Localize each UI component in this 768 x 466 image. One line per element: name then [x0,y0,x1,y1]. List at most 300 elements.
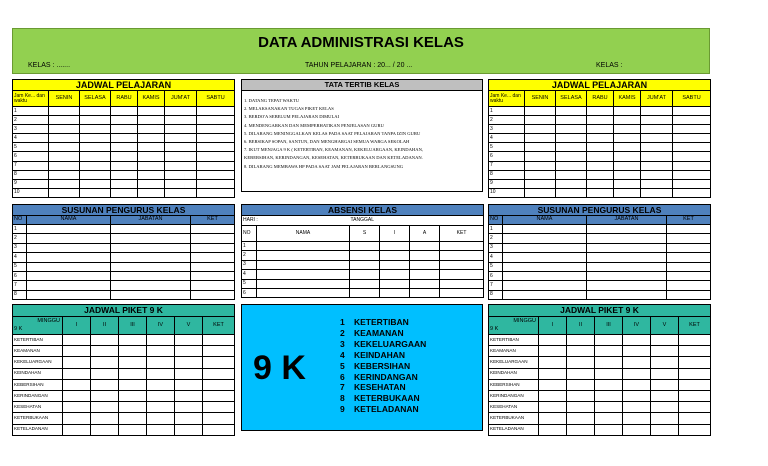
empty-cell [80,170,111,179]
row-number: 2 [489,234,503,243]
empty-cell [147,346,175,357]
empty-cell [614,170,641,179]
empty-cell [380,279,410,288]
row-number: 2 [13,234,27,243]
table-row [242,251,484,260]
absensi-title: ABSENSI KELAS [242,205,484,216]
empty-cell [49,134,80,143]
empty-cell [651,402,679,413]
table-row [489,253,711,262]
empty-cell [614,107,641,116]
empty-cell [191,271,235,280]
empty-cell [673,125,711,134]
empty-cell [440,260,484,269]
empty-cell [595,335,623,346]
empty-cell [147,413,175,424]
empty-cell [556,179,587,188]
empty-cell [80,188,111,197]
week-header: V [175,317,203,335]
empty-cell [539,346,567,357]
empty-cell [503,262,587,271]
empty-cell [175,357,203,368]
empty-cell [49,188,80,197]
week-header: IV [623,317,651,335]
empty-cell [197,125,235,134]
day-header: SELASA [80,91,111,107]
pengurus-right [488,204,711,300]
empty-cell [49,116,80,125]
nine-k-number: 2 [340,327,345,338]
table-row [489,379,711,390]
empty-cell [80,107,111,116]
column-header: NO [242,226,257,242]
nine-k-number: 4 [340,349,345,360]
empty-cell [587,152,614,161]
empty-cell [91,357,119,368]
nine-k-item [340,317,426,328]
minggu-corner [13,317,63,335]
empty-cell [567,346,595,357]
empty-cell [257,279,350,288]
empty-cell [503,243,587,252]
empty-cell [651,424,679,435]
nine-k-text: KETELADANAN [354,404,419,415]
row-number: 6 [13,271,27,280]
row-number: 6 [242,288,257,297]
row-number: 3 [242,260,257,269]
empty-cell [623,424,651,435]
empty-cell [257,288,350,297]
day-header: JUM'AT [641,91,673,107]
table-row [489,413,711,424]
empty-cell [556,152,587,161]
piket-item: KEAMANAN [489,346,539,357]
empty-cell [556,125,587,134]
empty-cell [49,161,80,170]
empty-cell [595,390,623,401]
empty-cell [257,251,350,260]
nine-k-number: 3 [340,338,345,349]
empty-cell [119,424,147,435]
nine-k-item [340,393,426,404]
empty-cell [63,424,91,435]
week-header: KET [203,317,235,335]
piket-item: KESEHATAN [13,402,63,413]
empty-cell [63,368,91,379]
empty-cell [165,125,197,134]
empty-cell [63,390,91,401]
empty-cell [138,179,165,188]
empty-cell [556,143,587,152]
empty-cell [623,413,651,424]
piket-item: KETERBUKAAN [13,413,63,424]
table-row [13,390,235,401]
empty-cell [111,134,138,143]
column-header: KET [667,216,711,225]
week-header: II [91,317,119,335]
empty-cell [175,346,203,357]
empty-cell [138,125,165,134]
piket-item: KETERTIBAN [13,335,63,346]
empty-cell [641,116,673,125]
empty-cell [410,288,440,297]
nine-k-text: KESEHATAN [354,382,406,393]
nine-k-text: KEKELUARGAAN [354,338,427,349]
table-row [13,188,235,197]
row-number: 4 [13,253,27,262]
empty-cell [595,424,623,435]
nine-k-panel [241,304,483,431]
empty-cell [119,357,147,368]
day-header: JUM'AT [165,91,197,107]
empty-cell [587,281,667,290]
empty-cell [623,402,651,413]
column-header: S [350,226,380,242]
empty-cell [27,225,111,234]
row-number: 8 [13,170,49,179]
empty-cell [587,116,614,125]
empty-cell [525,152,556,161]
column-header: NO [13,216,27,225]
empty-cell [257,242,350,251]
tanggal-label: TANGGAL [350,216,484,226]
table-row [489,357,711,368]
empty-cell [595,346,623,357]
empty-cell [91,346,119,357]
empty-cell [623,368,651,379]
empty-cell [63,335,91,346]
week-header: IV [147,317,175,335]
empty-cell [80,143,111,152]
piket-table [488,304,711,436]
empty-cell [623,390,651,401]
piket-item: KERINDANGAN [489,390,539,401]
week-header: KET [679,317,711,335]
empty-cell [165,143,197,152]
empty-cell [119,402,147,413]
table-row [489,346,711,357]
kelas-label-left: KELAS : ....... [28,62,71,69]
rule-item: 8. DILARANG MEMBAWA HP PADA SAAT JAM PELAJARAN BERLANGSUNG [244,163,404,169]
table-row [13,125,235,134]
empty-cell [165,161,197,170]
row-number: 2 [242,251,257,260]
empty-cell [175,424,203,435]
empty-cell [641,188,673,197]
empty-cell [203,413,235,424]
empty-cell [80,116,111,125]
empty-cell [380,242,410,251]
row-number: 8 [13,290,27,299]
empty-cell [380,260,410,269]
column-header: NO [489,216,503,225]
empty-cell [350,260,380,269]
table-row [13,225,235,234]
empty-cell [49,170,80,179]
rule-item: 5. DILARANG MENINGGALKAN KELAS PADA SAAT PELAJARAN TANPA IZIN GURU [244,130,421,136]
empty-cell [191,262,235,271]
day-header: SENIN [49,91,80,107]
empty-cell [440,288,484,297]
row-number: 7 [489,281,503,290]
nine-k-number: 5 [340,360,345,371]
day-header: RABU [587,91,614,107]
table-row [489,424,711,435]
empty-cell [539,379,567,390]
table-row [13,413,235,424]
table-row [489,225,711,234]
empty-cell [587,107,614,116]
row-number: 8 [489,170,525,179]
jam-ke-header: Jam Ke... dan waktu [13,91,49,107]
empty-cell [567,413,595,424]
empty-cell [63,346,91,357]
nine-k-item [340,339,426,350]
empty-cell [567,424,595,435]
rule-item: 3. BERDO'A SEBELUM PELAJARAN DIMULAI [244,114,340,120]
nine-k-text: KETERTIBAN [354,317,409,327]
empty-cell [651,357,679,368]
empty-cell [673,170,711,179]
empty-cell [203,335,235,346]
empty-cell [525,125,556,134]
row-number: 3 [13,243,27,252]
absensi-panel [241,204,484,298]
table-row [242,260,484,269]
piket-item: KEBERSIHAN [13,379,63,390]
row-number: 5 [13,143,49,152]
empty-cell [119,346,147,357]
empty-cell [503,281,587,290]
empty-cell [641,107,673,116]
empty-cell [587,188,614,197]
empty-cell [410,260,440,269]
empty-cell [111,116,138,125]
empty-cell [27,234,111,243]
table-row [489,179,711,188]
empty-cell [175,402,203,413]
empty-cell [525,179,556,188]
row-number: 1 [489,107,525,116]
table-row [13,281,235,290]
empty-cell [503,253,587,262]
row-number: 6 [13,152,49,161]
rule-item: 6. BERSIKAP SOPAN, SANTUN, DAN MENGHARGAI SEMUA WARGA SEKOLAH [244,139,410,145]
empty-cell [350,242,380,251]
empty-cell [27,253,111,262]
nine-k-number: 9 [340,404,345,415]
empty-cell [91,390,119,401]
table-row [13,170,235,179]
empty-cell [197,170,235,179]
table-row [13,116,235,125]
empty-cell [350,270,380,279]
column-header: KET [440,226,484,242]
piket-item: KERINDANGAN [13,390,63,401]
row-number: 2 [489,116,525,125]
empty-cell [440,279,484,288]
empty-cell [614,116,641,125]
table-row [13,335,235,346]
empty-cell [587,134,614,143]
row-number: 1 [489,225,503,234]
empty-cell [91,335,119,346]
row-number: 3 [489,125,525,134]
rule-item: 4. MENDENGARKAN DAN MEMPERHATIKAN PENJELASAN GURU [244,122,384,128]
nine-k-item [340,404,426,415]
empty-cell [614,125,641,134]
row-number: 1 [13,107,49,116]
empty-cell [651,368,679,379]
empty-cell [587,253,667,262]
empty-cell [679,346,711,357]
empty-cell [111,188,138,197]
table-row [489,262,711,271]
empty-cell [614,143,641,152]
column-header: I [380,226,410,242]
empty-cell [667,234,711,243]
empty-cell [27,290,111,299]
empty-cell [525,134,556,143]
empty-cell [175,335,203,346]
empty-cell [138,116,165,125]
piket-right [488,304,711,436]
empty-cell [63,413,91,424]
table-row [13,379,235,390]
table-row [13,179,235,188]
empty-cell [111,262,191,271]
empty-cell [191,225,235,234]
empty-cell [587,125,614,134]
empty-cell [667,253,711,262]
empty-cell [63,379,91,390]
empty-cell [80,179,111,188]
empty-cell [380,270,410,279]
column-header: KET [191,216,235,225]
empty-cell [587,271,667,280]
empty-cell [667,262,711,271]
empty-cell [147,368,175,379]
empty-cell [567,357,595,368]
pengurus-table [488,204,711,300]
empty-cell [539,368,567,379]
row-number: 4 [489,134,525,143]
tahun-pelajaran-label: TAHUN PELAJARAN : 20... / 20 ... [305,62,413,69]
empty-cell [111,253,191,262]
empty-cell [165,188,197,197]
column-header: JABATAN [111,216,191,225]
empty-cell [567,390,595,401]
empty-cell [203,346,235,357]
empty-cell [111,161,138,170]
empty-cell [111,225,191,234]
table-row [13,234,235,243]
empty-cell [651,390,679,401]
empty-cell [63,357,91,368]
nine-k-corner-label: 9 K [490,325,499,332]
empty-cell [595,357,623,368]
empty-cell [679,335,711,346]
rule-item: 2. MELAKSANAKAN TUGAS PIKET KELAS [244,106,334,112]
empty-cell [595,413,623,424]
empty-cell [165,134,197,143]
empty-cell [539,357,567,368]
empty-cell [587,234,667,243]
day-header: SENIN [525,91,556,107]
nine-k-text: KEINDAHAN [354,349,405,360]
empty-cell [191,253,235,262]
empty-cell [175,368,203,379]
table-row [13,262,235,271]
row-number: 5 [13,262,27,271]
empty-cell [539,390,567,401]
empty-cell [165,170,197,179]
empty-cell [525,188,556,197]
empty-cell [595,379,623,390]
piket-item: KETERTIBAN [489,335,539,346]
header-banner [12,28,710,74]
week-header: I [539,317,567,335]
column-header: JABATAN [587,216,667,225]
row-number: 4 [489,253,503,262]
empty-cell [673,161,711,170]
empty-cell [410,270,440,279]
piket-item: KETERBUKAAN [489,413,539,424]
rule-item: 7. IKUT MENJAGA 9 K ( KETERTIBAN, KEAMANAN, KEKELUARGAAN, KEINDAHAN, [244,147,424,153]
empty-cell [587,179,614,188]
nine-k-item [340,382,426,393]
empty-cell [111,243,191,252]
table-row [489,402,711,413]
day-header: SABTU [673,91,711,107]
table-row [489,107,711,116]
table-row [489,152,711,161]
empty-cell [165,179,197,188]
empty-cell [651,335,679,346]
empty-cell [49,125,80,134]
row-number: 7 [13,281,27,290]
minggu-corner [489,317,539,335]
row-number: 7 [13,161,49,170]
empty-cell [556,107,587,116]
empty-cell [539,402,567,413]
table-row [489,243,711,252]
empty-cell [119,335,147,346]
jadwal-pelajaran-table [488,79,711,198]
empty-cell [623,346,651,357]
empty-cell [111,125,138,134]
empty-cell [556,188,587,197]
empty-cell [111,290,191,299]
empty-cell [175,390,203,401]
nine-k-list [340,317,426,415]
empty-cell [503,290,587,299]
empty-cell [641,152,673,161]
empty-cell [525,161,556,170]
piket-left [12,304,235,436]
empty-cell [111,281,191,290]
empty-cell [556,170,587,179]
empty-cell [410,279,440,288]
empty-cell [147,390,175,401]
table-row [13,161,235,170]
empty-cell [525,143,556,152]
empty-cell [673,179,711,188]
empty-cell [203,390,235,401]
empty-cell [191,290,235,299]
empty-cell [203,402,235,413]
empty-cell [673,116,711,125]
